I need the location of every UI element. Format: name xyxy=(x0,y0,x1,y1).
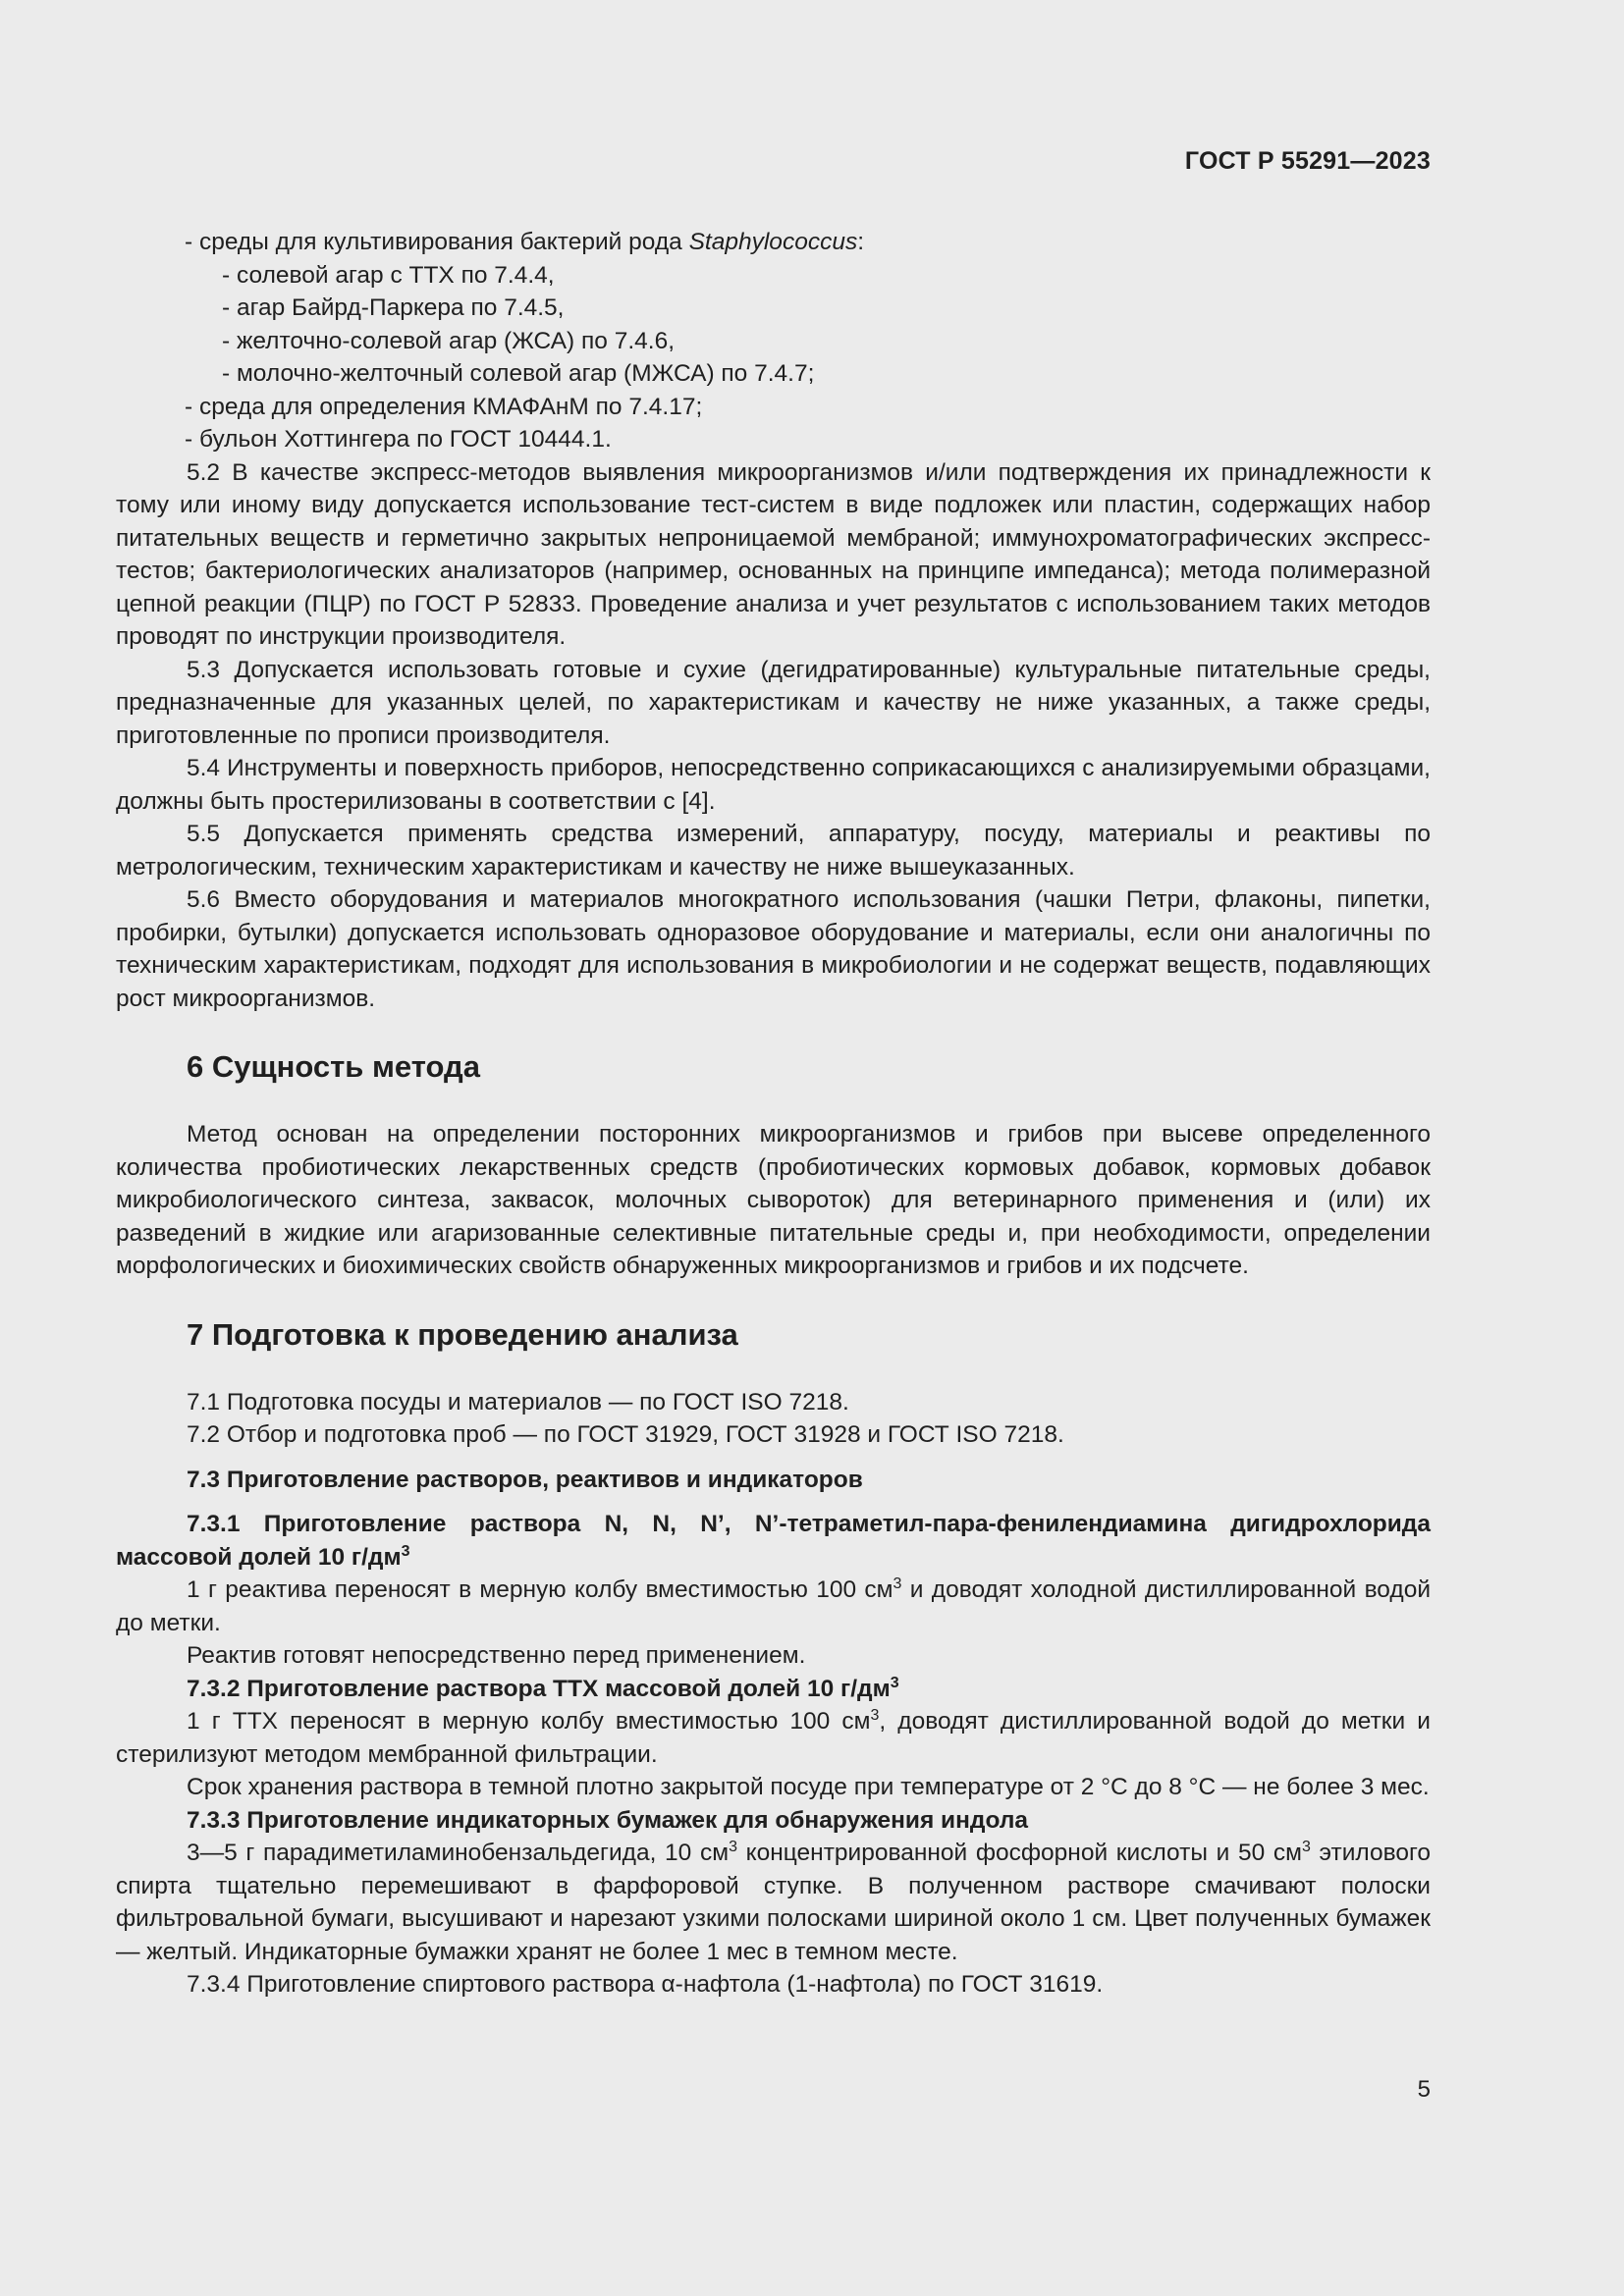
superscript: 3 xyxy=(401,1542,410,1560)
genus-name: Staphylococcus xyxy=(688,229,858,255)
list-text: - среды для культивирования бактерий рода xyxy=(185,229,689,255)
section-6-heading: 6 Сущность метода xyxy=(187,1049,480,1084)
superscript: 3 xyxy=(890,1674,899,1691)
list-item: - бульон Хоттингера по ГОСТ 10444.1. xyxy=(185,426,612,453)
text: 1 г ТТХ переносят в мерную колбу вместимостью 100 см xyxy=(187,1708,871,1735)
list-item xyxy=(116,226,1431,259)
subsection-7-3-2-heading xyxy=(116,1673,1431,1706)
paragraph-5-5: 5.5 Допускается применять средства измерений, аппаратуру, посуду, материалы и реактивы по метрологическим, техническим характеристикам и качеству не ниже вышеуказанных. xyxy=(116,821,1431,881)
paragraph-5-6: 5.6 Вместо оборудования и материалов многократного использования (чашки Петри, флаконы, пипетки, пробирки, бутылки) допускается использовать одноразовое оборудование и материалы, если они аналогичны по техническим характеристикам, подходят для использования в микробиологии и не содержат веществ, подавляющих рост микроорганизмов. xyxy=(116,886,1431,1012)
text: этилового спирта тщательно перемешивают в фарфоровой ступке. В полученном растворе смачивают полоски фильтровальной бумаги, высушивают и нарезают узкими полосками шириной около 1 см. Цвет полученных бумажек — желтый. Индикаторные бумажки хранят не более 1 мес в темном месте. xyxy=(116,1840,1431,1965)
paragraph-7-3-4: 7.3.4 Приготовление спиртового раствора α-нафтола (1-нафтола) по ГОСТ 31619. xyxy=(187,1971,1104,1998)
list-item: - среда для определения КМАФАнМ по 7.4.17; xyxy=(185,393,703,420)
paragraph-7-1: 7.1 Подготовка посуды и материалов — по ГОСТ ISO 7218. xyxy=(187,1388,849,1415)
paragraph-7-3-1-a xyxy=(116,1574,1431,1639)
text: 3—5 г парадиметиламинобензальдегида, 10 см xyxy=(187,1840,730,1866)
paragraph-7-2: 7.2 Отбор и подготовка проб — по ГОСТ 31929, ГОСТ 31928 и ГОСТ ISO 7218. xyxy=(187,1421,1064,1448)
superscript: 3 xyxy=(870,1706,880,1724)
paragraph-7-3-2-a xyxy=(116,1705,1431,1771)
section-7-heading: 7 Подготовка к проведению анализа xyxy=(187,1316,738,1352)
sub-list-item: - агар Байрд-Паркера по 7.4.5, xyxy=(222,294,565,321)
text: , доводят дистиллированной водой до метки и стерилизуют методом мембранной фильтрации. xyxy=(116,1708,1431,1768)
subsection-7-3-heading: 7.3 Приготовление растворов, реактивов и индикаторов xyxy=(187,1466,863,1493)
list-text: : xyxy=(857,229,865,255)
paragraph-7-3-3 xyxy=(116,1837,1431,1968)
subsection-7-3-3-heading: 7.3.3 Приготовление индикаторных бумажек для обнаружения индола xyxy=(187,1806,1029,1834)
text: концентрированной фосфорной кислоты и 50 см xyxy=(736,1840,1302,1866)
standard-code: ГОСТ Р 55291—2023 xyxy=(1184,147,1431,175)
section-6-text: Метод основан на определении посторонних микроорганизмов и грибов при высеве определенного количества пробиотических лекарственных средств (пробиотических кормовых добавок, кормовых добавок микробиологического синтеза, заквасок, молочных сывороток) для ветеринарного применения и (или) их разведений в жидкие или агаризованные селективные питательные среды и, при необходимости, определении морфологических и биохимических свойств обнаруженных микроорганизмов и грибов и их подсчете. xyxy=(116,1121,1431,1279)
sub-list-item: - солевой агар с ТТХ по 7.4.4, xyxy=(222,261,555,289)
paragraph-7-3-2-b: Срок хранения раствора в темной плотно закрытой посуде при температуре от 2 °С до 8 °С — не более 3 мес. xyxy=(187,1774,1430,1800)
superscript: 3 xyxy=(1301,1838,1311,1855)
heading-text: 7.3.2 Приготовление раствора ТТХ массовой долей 10 г/дм xyxy=(187,1675,891,1702)
sub-list-item: - молочно-желточный солевой агар (МЖСА) по 7.4.7; xyxy=(222,360,815,387)
page-number: 5 xyxy=(1417,2076,1431,2103)
text: и доводят холодной дистиллированной водой до метки. xyxy=(116,1576,1432,1636)
paragraph-5-2: 5.2 В качестве экспресс-методов выявления микроорганизмов и/или подтверждения их принадлежности к тому или иному виду допускается использование тест-систем в виде подложек или пластин, содержащих набор питательных веществ и герметично закрытых непроницаемой мембраной; иммунохроматографических экспресс-тестов; бактериологических анализаторов (например, основанных на принципе импеданса); метода полимеразной цепной реакции (ПЦР) по ГОСТ Р 52833. Проведение анализа и учет результатов с использованием таких методов проводят по инструкции производителя. xyxy=(116,458,1431,650)
page-content xyxy=(116,226,1431,2002)
text: 1 г реактива переносят в мерную колбу вместимостью 100 см xyxy=(187,1576,893,1603)
paragraph-5-4: 5.4 Инструменты и поверхность приборов, непосредственно соприкасающихся с анализируемыми образцами, должны быть простерилизованы в соответствии с [4]. xyxy=(116,755,1431,815)
heading-text: 7.3.1 Приготовление раствора N, N, N’, N’-тетраметил-пара-фенилендиамина дигидрохлорида массовой долей 10 г/дм xyxy=(116,1511,1431,1571)
superscript: 3 xyxy=(893,1575,902,1592)
paragraph-7-3-1-b: Реактив готовят непосредственно перед применением. xyxy=(187,1642,806,1669)
subsection-7-3-1-heading xyxy=(116,1508,1431,1574)
paragraph-5-3: 5.3 Допускается использовать готовые и сухие (дегидратированные) культуральные питательные среды, предназначенные для указанных целей, по характеристикам и качеству не ниже указанных, а также среды, приготовленные по прописи производителя. xyxy=(116,656,1431,749)
sub-list-item: - желточно-солевой агар (ЖСА) по 7.4.6, xyxy=(222,327,676,354)
superscript: 3 xyxy=(729,1838,737,1855)
